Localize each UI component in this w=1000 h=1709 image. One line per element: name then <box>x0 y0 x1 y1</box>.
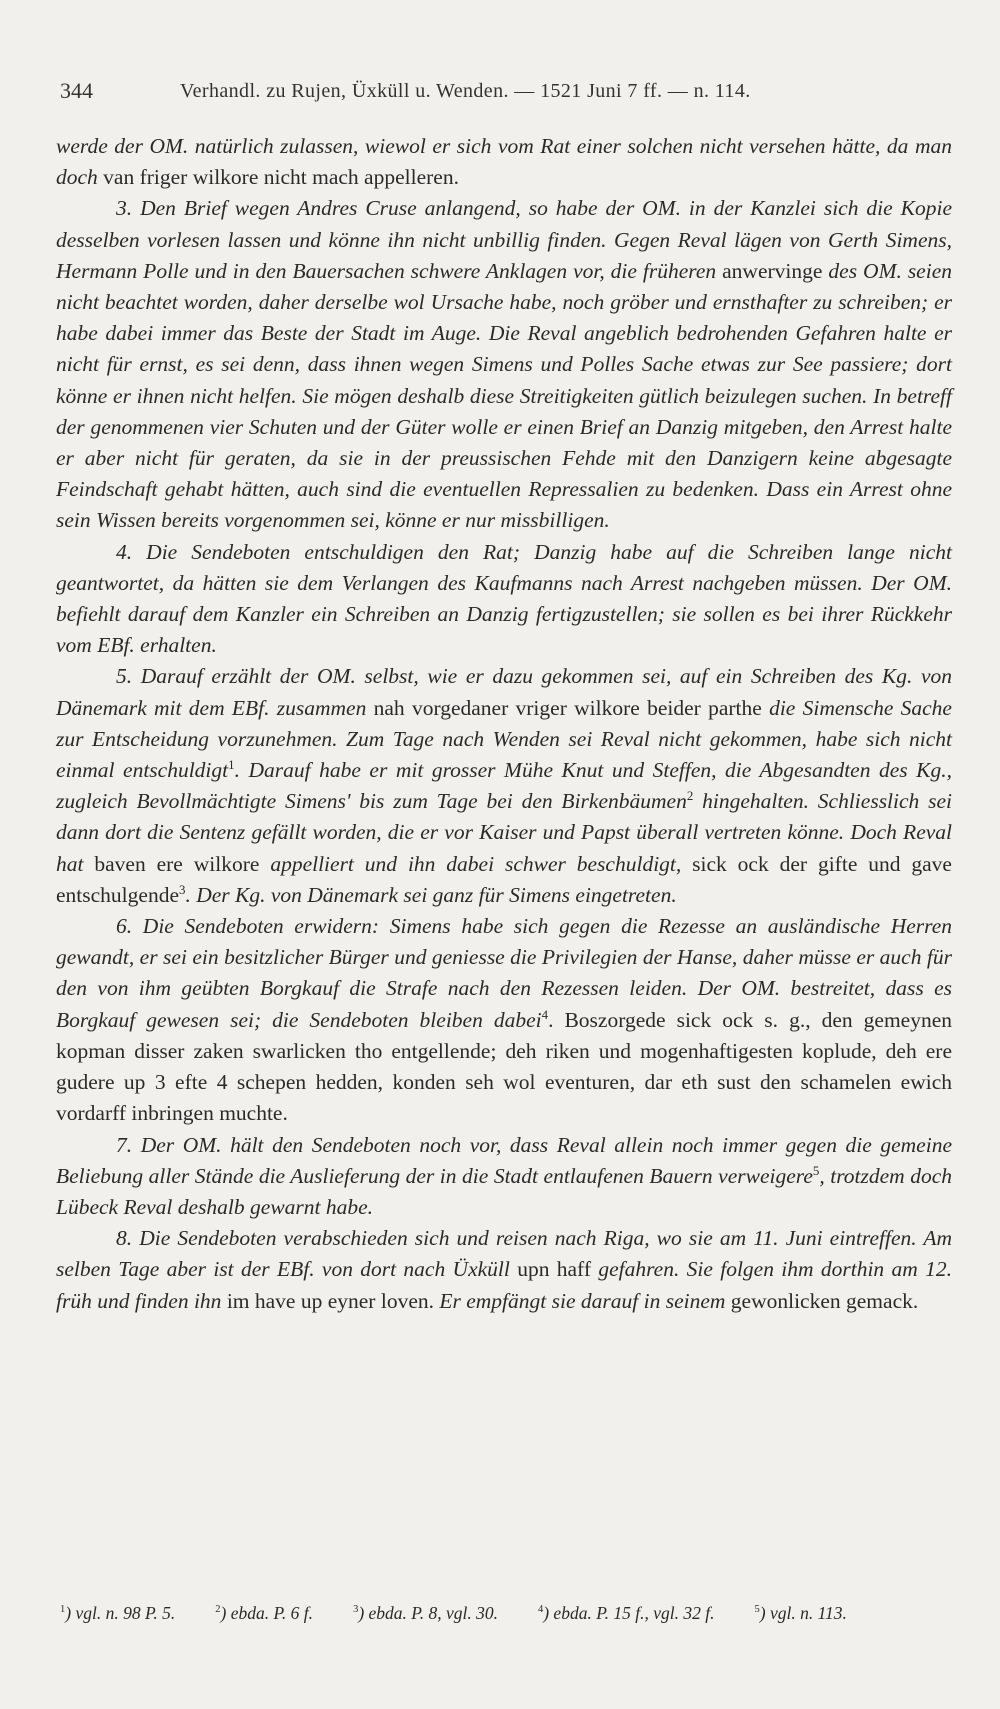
summary-text: des OM. seien nicht beachtet worden, daher derselbe wol Ursache habe, noch gröber und ernsthafter zu schreiben; er habe dabei immer das Beste der Stadt im Auge. Die Reval angeblich bedrohenden Gefahren halte er nicht für ernst, es sei denn, dass ihnen wegen Simens und Polles Sache etwas zur See passiere; dort könne er ihnen nicht helfen. Sie mögen deshalb diese Streitigkeiten gütlich beizulegen suchen. In betreff der genommenen vier Schuten und der Güter wolle er einen Brief an Danzig mitgeben, den Arrest halte er aber nicht für geraten, da sie in der preussischen Fehde mit den Danzigern keine abgesagte Feindschaft gehabt hätten, auch sind die eventuellen Repressalien zu bedenken. Dass ein Arrest ohne sein Wissen bereits vorgenommen sei, könne er nur missbilligen. <box>56 258 952 533</box>
footnote-number: 1 <box>60 1604 66 1616</box>
footnote <box>215 1603 313 1623</box>
paragraph <box>56 193 952 536</box>
summary-text: Er empfängt sie darauf in seinem <box>439 1288 731 1313</box>
footnote-ref: 1 <box>228 757 235 772</box>
footnote-text: ) vgl. n. 98 P. 5. <box>65 1603 176 1623</box>
source-quote: . Boszorgede sick ock s. g., den gemeynen kopman disser zaken swarlicken tho entgellende; deh riken und mogenhaftigesten koplude, deh ere gudere up 3 efte 4 schepen hedden, konden seh wol eventuren, dar eth sust den schamelen ewich vordarff inbringen muchte. <box>56 1007 952 1126</box>
source-quote: sick ock der gifte und gave entschulgende <box>56 851 952 907</box>
summary-text: hingehalten. Schliesslich sei dann dort die Sentenz gefällt worden, die er vor Kaiser und Papst überall vertreten könne. Doch Reval hat <box>56 789 952 876</box>
footnote-ref: 5 <box>812 1163 820 1178</box>
footnote-ref: 2 <box>686 789 694 804</box>
summary-text: 6. Die Sendeboten erwidern: Simens habe sich gegen die Rezesse an ausländische Herren gewandt, er sei ein besitzlicher Bürger und geniesse die Privilegien der Hanse, daher müsse er auch für den von ihm geübten Borgkauf die Strafe nach den Rezessen leiden. Der OM. bestreitet, dass es Borgkauf gewesen sei; die Sendeboten bleiben dabei <box>56 914 952 1032</box>
footnote-text: ) ebda. P. 8, vgl. 30. <box>358 1603 498 1623</box>
summary-text: . Darauf habe er mit grosser Mühe Knut und Steffen, die Abgesandten des Kg., zugleich Bevollmächtigte Simens' bis zum Tage bei den Birkenbäumen <box>56 758 952 814</box>
page-header <box>60 78 940 108</box>
source-quote: anwervinge <box>722 258 823 283</box>
summary-text: 5. Darauf erzählt der OM. selbst, wie er dazu gekommen sei, auf ein Schreiben des Kg. von Dänemark mit dem EBf. zusammen <box>56 664 952 720</box>
footnote-number: 2 <box>215 1604 221 1616</box>
source-quote: upn haff <box>517 1257 599 1282</box>
summary-text: werde der OM. natürlich zulassen, wiewol er sich vom Rat einer solchen nicht versehen hätte, da man doch <box>56 134 952 190</box>
summary-text: die Simensche Sache zur Entscheidung vorzunehmen. Zum Tage nach Wenden sei Reval nicht gekommen, habe sich nicht einmal entschuldigt <box>56 695 952 783</box>
footnote <box>353 1603 498 1623</box>
page-number: 344 <box>60 78 93 103</box>
running-title: Verhandl. zu Rujen, Üxküll u. Wenden. — 1521 Juni 7 ff. — n. 114. <box>180 80 751 102</box>
source-quote: baven ere wilkore <box>94 851 271 876</box>
paragraph <box>56 131 952 193</box>
source-quote: gewonlicken gemack. <box>730 1288 919 1313</box>
footnotes <box>60 1598 950 1628</box>
footnote-ref: 4 <box>541 1007 549 1022</box>
paragraph <box>56 911 952 1129</box>
footnote <box>538 1603 715 1623</box>
footnote <box>755 1603 847 1623</box>
source-quote: nah vorgedaner vriger wilkore beider parthe <box>373 695 770 720</box>
paragraph <box>56 537 952 662</box>
body-text <box>56 131 952 1317</box>
footnote-number: 5 <box>754 1604 760 1616</box>
footnote-text: ) ebda. P. 15 f., vgl. 32 f. <box>543 1603 715 1623</box>
summary-text: , trotzdem doch Lübeck Reval deshalb gewarnt habe. <box>56 1163 952 1219</box>
paragraph <box>56 1223 952 1317</box>
footnote-ref: 3 <box>179 882 186 897</box>
summary-text: 8. Die Sendeboten verabschieden sich und reisen nach Riga, wo sie am 11. Juni eintreffen. Am selben Tage aber ist der EBf. von dort nach Üxküll <box>56 1226 952 1282</box>
summary-text: 3. Den Brief wegen Andres Cruse anlangend, so habe der OM. in der Kanzlei sich die Kopie desselben vorlesen lassen und könne ihn nicht unbillig finden. Gegen Reval lägen von Gerth Simens, Hermann Polle und in den Bauersachen schwere Anklagen vor, die früheren <box>56 196 952 283</box>
summary-text: . Der Kg. von Dänemark sei ganz für Simens eingetreten. <box>185 882 677 907</box>
summary-text: appelliert und ihn dabei schwer beschuldigt, <box>270 851 693 876</box>
source-quote: im have up eyner loven. <box>226 1288 440 1313</box>
paragraph <box>56 1130 952 1224</box>
summary-text: gefahren. Sie folgen ihm dorthin am 12. früh und finden ihn <box>56 1257 952 1313</box>
footnote-text: ) vgl. n. 113. <box>759 1603 847 1623</box>
footnote-number: 4 <box>537 1604 544 1616</box>
summary-text: 4. Die Sendeboten entschuldigen den Rat; Danzig habe auf die Schreiben lange nicht geantwortet, da hätten sie dem Verlangen des Kaufmanns nach Arrest nachgeben müssen. Der OM. befiehlt darauf dem Kanzler ein Schreiben an Danzig fertigzustellen; sie sollen es bei ihrer Rückkehr vom EBf. erhalten. <box>56 539 952 658</box>
footnote <box>60 1603 175 1623</box>
footnote-text: ) ebda. P. 6 f. <box>220 1603 314 1623</box>
source-quote: van friger wilkore nicht mach appelleren. <box>103 165 459 190</box>
summary-text: 7. Der OM. hält den Sendeboten noch vor, dass Reval allein noch immer gegen die gemeine Beliebung aller Stände die Auslieferung der in die Stadt entlaufenen Bauern verweigere <box>56 1132 952 1188</box>
footnote-number: 3 <box>353 1604 359 1616</box>
paragraph <box>56 661 952 911</box>
